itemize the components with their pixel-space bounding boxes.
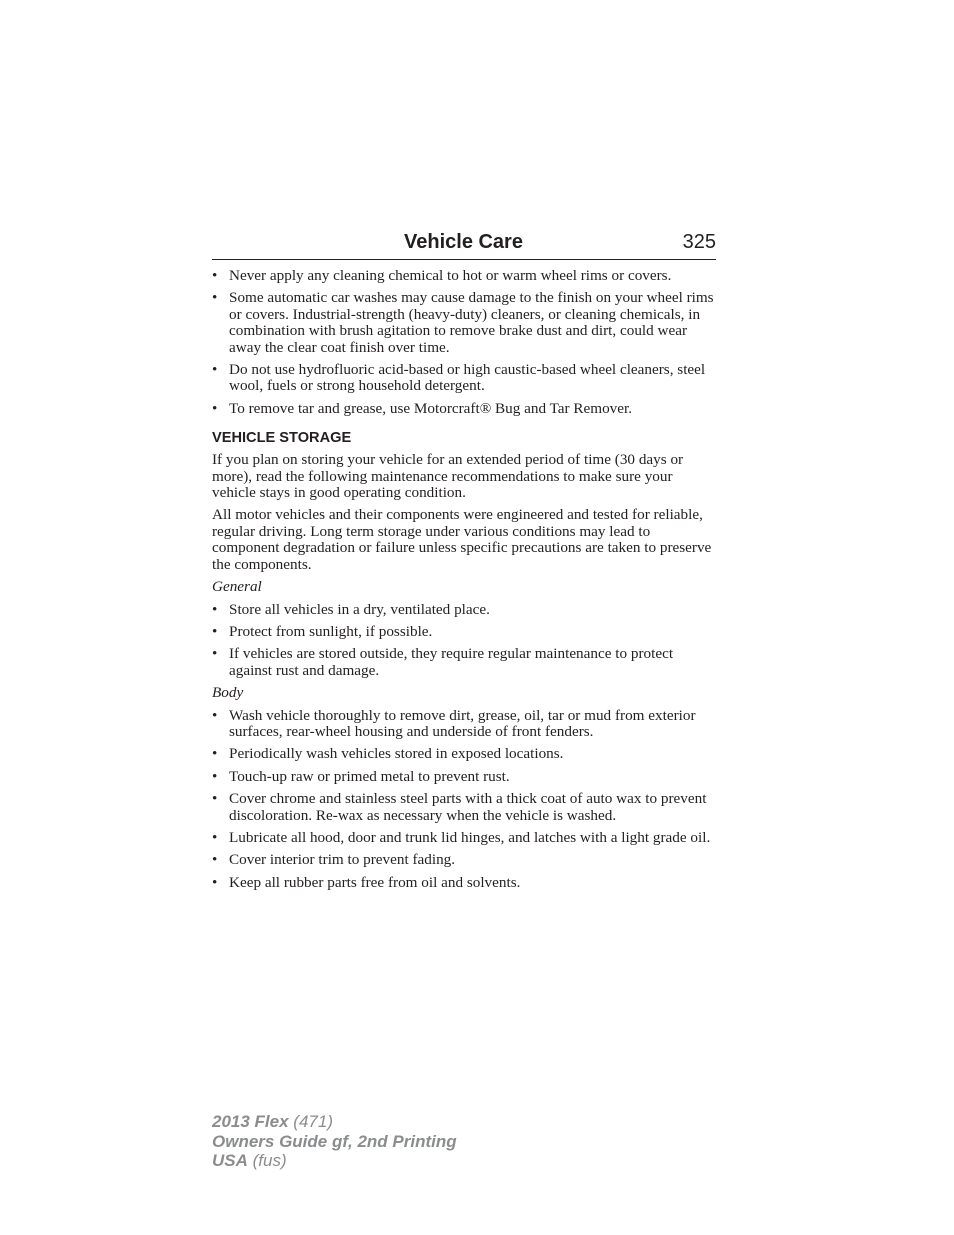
bullet-icon: • (212, 851, 218, 869)
page-content (212, 268, 716, 897)
bullet-icon: • (212, 361, 218, 379)
body-subheading: Body (212, 684, 244, 702)
bullet-icon: • (212, 790, 218, 808)
bullet-icon: • (212, 645, 218, 663)
storage-detail-paragraph: All motor vehicles and their components were engineered and tested for reliable, regular driving. Long term storage under various conditions may lead to component degradation or failure unless specific precautions are taken to preserve the components. (212, 506, 712, 573)
list-item: • Protect from sunlight, if possible. (212, 622, 433, 640)
bullet-icon: • (212, 828, 218, 846)
general-list (212, 602, 716, 680)
list-item: • If vehicles are stored outside, they require regular maintenance to protect against rust and damage. (212, 645, 674, 679)
list-item: • Store all vehicles in a dry, ventilated place. (212, 600, 490, 618)
page-number: 325 (682, 231, 716, 253)
list-item: • Touch-up raw or primed metal to prevent rust. (212, 767, 510, 785)
footer-line-model: 2013 Flex (471) (212, 1112, 333, 1131)
body-list (212, 708, 716, 892)
bullet-icon: • (212, 706, 218, 724)
list-item: • Cover chrome and stainless steel parts with a thick coat of auto wax to prevent discoloration. Re-wax as necessary when the vehicle is washed. (212, 790, 707, 824)
bullet-icon: • (212, 873, 218, 891)
list-item: • Do not use hydrofluoric acid-based or high caustic-based wheel cleaners, steel wool, fuels or strong household detergent. (212, 361, 706, 395)
list-item: • To remove tar and grease, use Motorcraft® Bug and Tar Remover. (212, 399, 633, 417)
vehicle-storage-heading: VEHICLE STORAGE (212, 430, 352, 447)
bullet-icon: • (212, 267, 218, 284)
bullet-icon: • (212, 399, 218, 417)
list-item: • Periodically wash vehicles stored in exposed locations. (212, 745, 564, 763)
list-item: • Wash vehicle thoroughly to remove dirt, grease, oil, tar or mud from exterior surfaces, rear-wheel housing and underside of front fenders. (212, 706, 696, 740)
bullet-icon: • (212, 289, 218, 307)
list-item: • Some automatic car washes may cause damage to the finish on your wheel rims or covers. Industrial-strength (heavy-duty) cleaners, or cleaning chemicals, in combination with brush agitation to remove brake dust and dirt, could wear away the clear coat finish over time. (212, 289, 714, 356)
bullet-icon: • (212, 767, 218, 785)
document-footer (212, 1112, 457, 1171)
page-header (212, 229, 716, 260)
list-item: • Cover interior trim to prevent fading. (212, 851, 456, 869)
footer-line-market: USA (fus) (212, 1151, 287, 1170)
footer-line-edition: Owners Guide gf, 2nd Printing (212, 1131, 457, 1151)
bullet-icon: • (212, 600, 218, 618)
bullet-icon: • (212, 622, 218, 640)
storage-intro-paragraph: If you plan on storing your vehicle for an extended period of time (30 days or more), read the following maintenance recommendations to make sure your vehicle stays in good operating condition. (212, 451, 684, 502)
bullet-icon: • (212, 745, 218, 763)
wheel-care-list (212, 268, 716, 417)
section-title: Vehicle Care (404, 231, 523, 253)
general-subheading: General (212, 578, 262, 596)
list-item: • Keep all rubber parts free from oil and solvents. (212, 873, 521, 891)
list-item: • Never apply any cleaning chemical to hot or warm wheel rims or covers. (212, 267, 672, 284)
list-item: • Lubricate all hood, door and trunk lid hinges, and latches with a light grade oil. (212, 828, 711, 846)
